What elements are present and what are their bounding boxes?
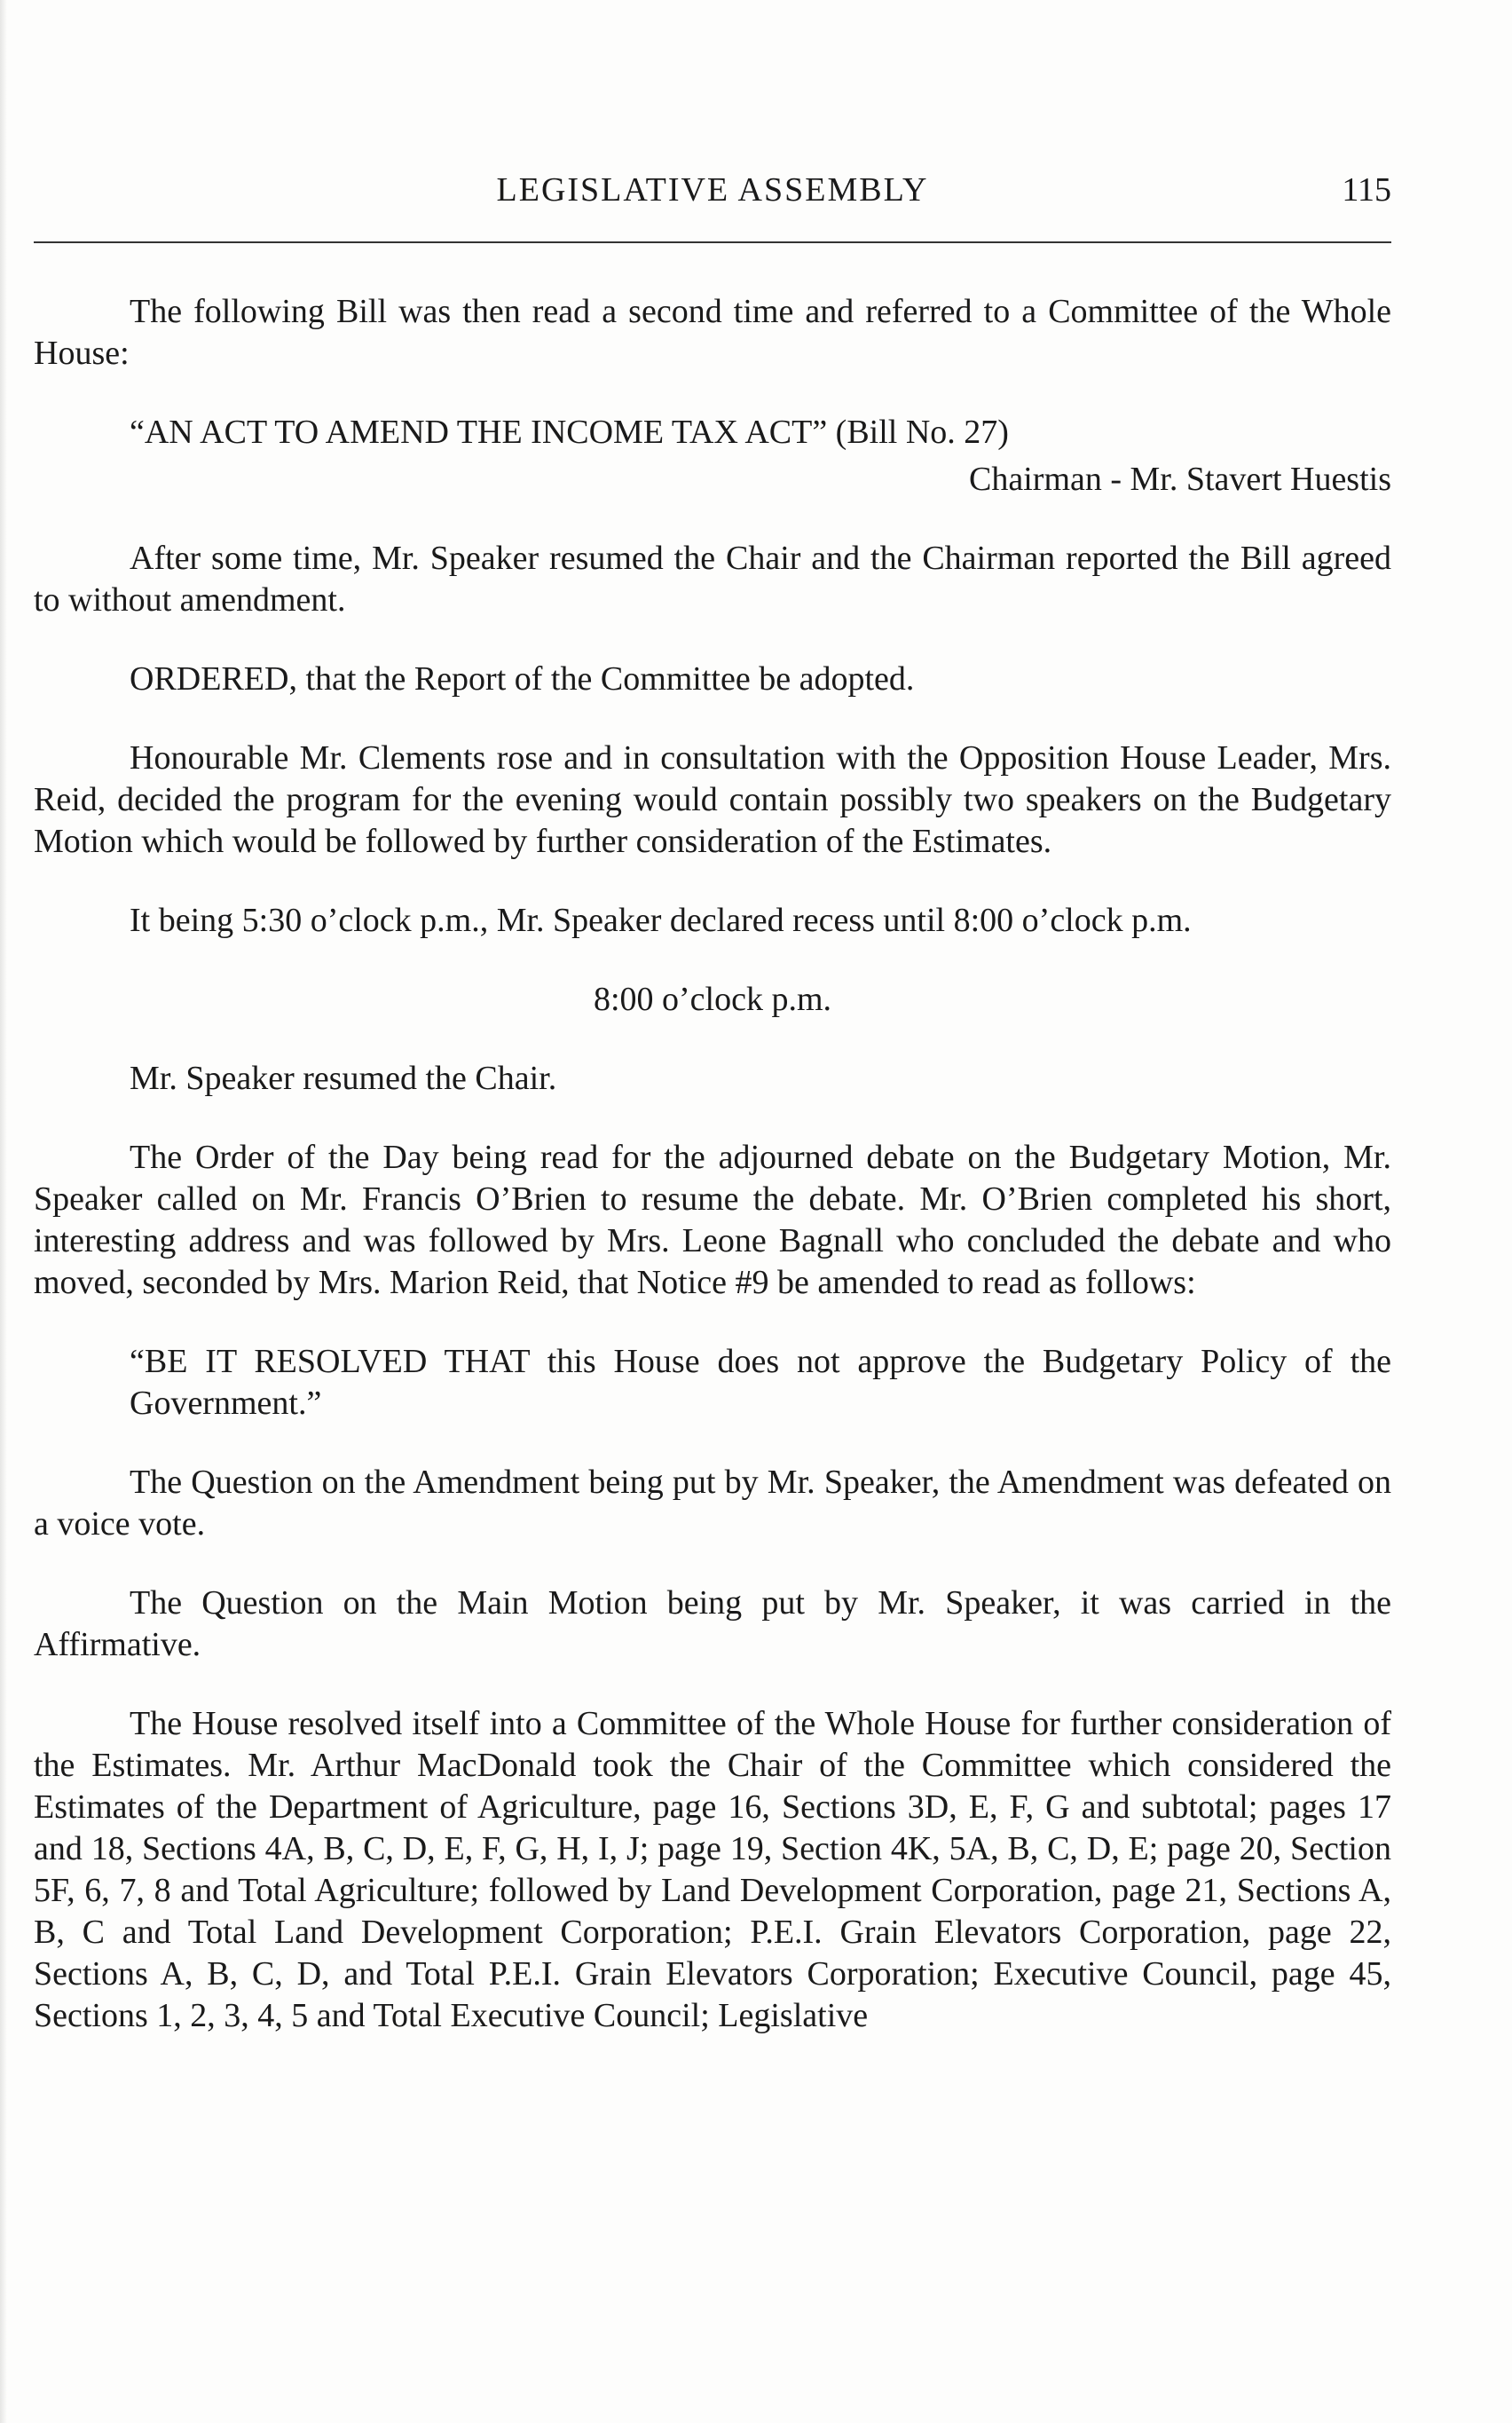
paragraph-ordered: ORDERED, that the Report of the Committee be adopted.: [130, 660, 915, 698]
paragraph-program: Honourable Mr. Clements rose and in consultation with the Opposition House Leader, Mrs. Reid, decided the program for the evening would contain possibly two speakers on the Budgetary Motion which would be followed by further consideration of the Estimates.: [34, 739, 1391, 860]
paragraph-recess: It being 5:30 o’clock p.m., Mr. Speaker declared recess until 8:00 o’clock p.m.: [130, 902, 1192, 939]
time-heading: 8:00 o’clock p.m.: [593, 981, 832, 1018]
bill-title: “AN ACT TO AMEND THE INCOME TAX ACT” (Bill No. 27): [130, 414, 1009, 451]
paragraph-main-motion-carried: The Question on the Main Motion being put by Mr. Speaker, it was carried in the Affirmative.: [34, 1584, 1391, 1663]
header-rule: [34, 241, 1391, 243]
paragraph-chair-resumed: After some time, Mr. Speaker resumed the Chair and the Chairman reported the Bill agreed to without amendment.: [34, 540, 1391, 619]
page-body: [34, 291, 1391, 2037]
page-number: 115: [1342, 171, 1391, 209]
paragraph-amendment-defeated: The Question on the Amendment being put by Mr. Speaker, the Amendment was defeated on a voice vote.: [34, 1464, 1391, 1543]
paragraph-bill-referral: The following Bill was then read a second time and referred to a Committee of the Whole House:: [34, 293, 1391, 372]
paragraph-estimates-committee: The House resolved itself into a Committee of the Whole House for further consideration of the Estimates. Mr. Arthur MacDonald took the Chair of the Committee which considered the Estimates of the Department of Agriculture, page 16, Sections 3D, E, F, G and subtotal; pages 17 and 18, Sections 4A, B, C, D, E, F, G, H, I, J; page 19, Section 4K, 5A, B, C, D, E; page 20, Section 5F, 6, 7, 8 and Total Agriculture; followed by Land Development Corporation, page 21, Sections A, B, C and Total Land Development Corporation; P.E.I. Grain Elevators Corporation, page 22, Sections A, B, C, D, and Total P.E.I. Grain Elevators Corporation; Executive Council, page 45, Sections 1, 2, 3, 4, 5 and Total Executive Council; Legislative: [34, 1705, 1391, 2034]
paragraph-budget-debate: The Order of the Day being read for the adjourned debate on the Budgetary Motion, Mr. Speaker called on Mr. Francis O’Brien to resume the debate. Mr. O’Brien completed his short, interesting address and was followed by Mrs. Leone Bagnall who concluded the debate and who moved, seconded by Mrs. Marion Reid, that Notice #9 be amended to read as follows:: [34, 1139, 1391, 1301]
committee-chairman: Chairman - Mr. Stavert Huestis: [969, 461, 1391, 498]
resolution-quote: “BE IT RESOLVED THAT this House does not approve the Budgetary Policy of the Government.”: [130, 1343, 1391, 1422]
paragraph-speaker-resumed: Mr. Speaker resumed the Chair.: [130, 1060, 557, 1097]
running-title: LEGISLATIVE ASSEMBLY: [496, 171, 929, 209]
page-header: [34, 170, 1391, 220]
page-edge-shadow: [0, 0, 7, 2423]
